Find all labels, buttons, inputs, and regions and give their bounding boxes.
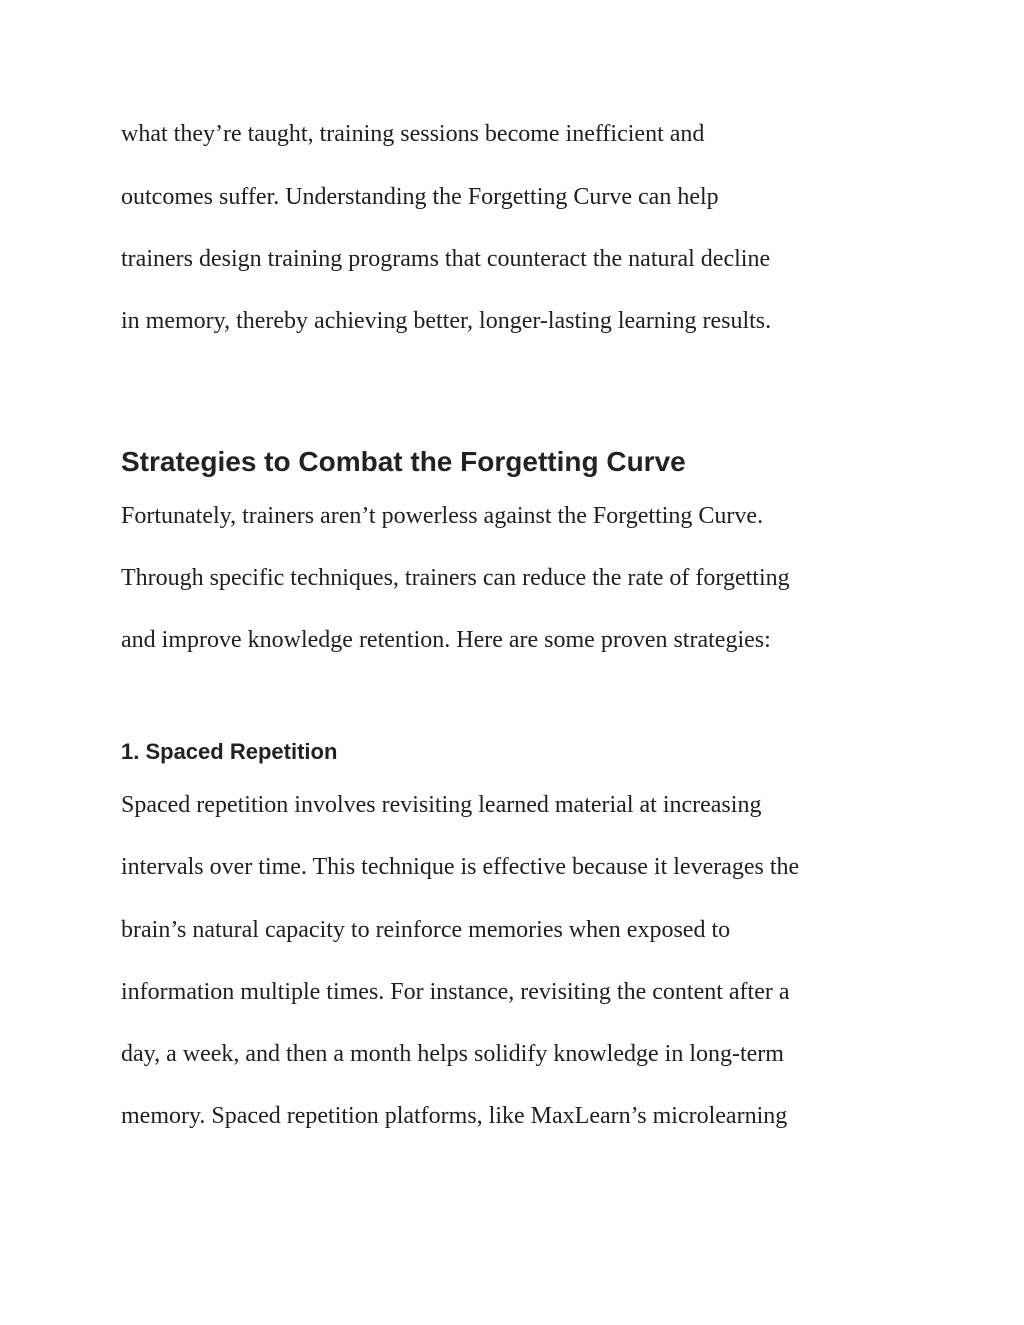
intro-paragraph-line: outcomes suffer. Understanding the Forgetting Curve can help <box>121 184 719 210</box>
intro-paragraph-line: in memory, thereby achieving better, longer-lasting learning results. <box>121 308 772 334</box>
spaced-repetition-heading: 1. Spaced Repetition <box>121 739 338 764</box>
intro-paragraph-line: trainers design training programs that counteract the natural decline <box>121 246 771 272</box>
strategies-paragraph-line: and improve knowledge retention. Here are some proven strategies: <box>121 627 771 653</box>
spaced-repetition-paragraph-line: memory. Spaced repetition platforms, like MaxLearn’s microlearning <box>121 1103 788 1129</box>
intro-paragraph-line: what they’re taught, training sessions become inefficient and <box>121 121 705 147</box>
strategies-heading: Strategies to Combat the Forgetting Curve <box>121 446 686 477</box>
strategies-paragraph-line: Fortunately, trainers aren’t powerless against the Forgetting Curve. <box>121 503 764 529</box>
spaced-repetition-paragraph-line: brain’s natural capacity to reinforce memories when exposed to <box>121 917 731 943</box>
spaced-repetition-paragraph-line: day, a week, and then a month helps solidify knowledge in long-term <box>121 1041 784 1067</box>
spaced-repetition-paragraph-line: information multiple times. For instance, revisiting the content after a <box>121 979 790 1005</box>
spaced-repetition-paragraph-line: Spaced repetition involves revisiting learned material at increasing <box>121 792 762 818</box>
spaced-repetition-paragraph-line: intervals over time. This technique is effective because it leverages the <box>121 854 800 880</box>
strategies-paragraph-line: Through specific techniques, trainers can reduce the rate of forgetting <box>121 565 790 591</box>
